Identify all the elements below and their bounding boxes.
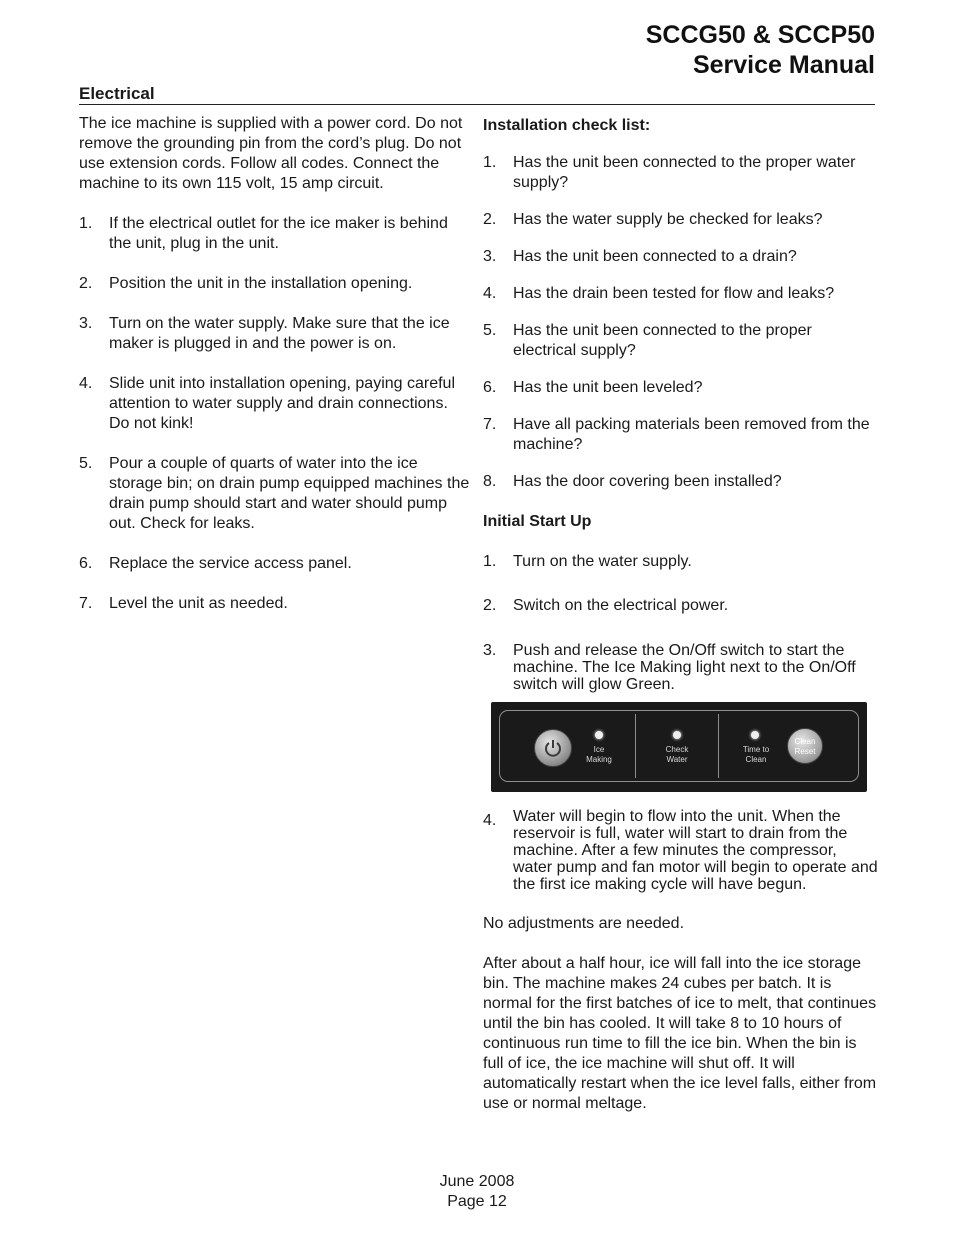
right-column [483, 116, 878, 1114]
startup-title: Initial Start Up [483, 513, 592, 530]
heading-rule [79, 104, 875, 105]
panel-divider [718, 714, 719, 778]
clean-reset-button: Clean Reset [787, 728, 823, 764]
power-icon [543, 738, 563, 758]
ice-making-led [595, 731, 603, 739]
list-item: 8. Has the door covering been installed? [483, 473, 782, 490]
checklist-title: Installation check list: [483, 117, 651, 134]
control-panel-image [491, 702, 867, 792]
left-column [79, 114, 471, 614]
footer-page-number: Page 12 [447, 1193, 507, 1210]
panel-divider [635, 714, 636, 778]
power-button [534, 729, 572, 767]
check-water-label: Check Water [665, 745, 689, 764]
note-text: No adjustments are needed. [483, 915, 685, 932]
list-item: 3. Turn on the water supply. Make sure that the ice maker is plugged in and the power is on. [79, 315, 450, 352]
list-item: 4. Has the drain been tested for flow and leaks? [483, 285, 835, 302]
model-title: SCCG50 & SCCP50 [645, 21, 875, 49]
closing-paragraph: After about a half hour, ice will fall into the ice storage bin. The machine makes 24 cubes per batch. It is normal for the first batches of ice to melt, that continues until the bin has cooled. It will take 8 to 10 hours of continuous run time to fill the ice bin. When the bin is full of ice, the ice machine will shut off. It will automatically restart when the ice level falls, either from use or normal meltage. [483, 955, 877, 1112]
check-water-led [673, 731, 681, 739]
ice-making-label: Ice Making [586, 745, 612, 764]
list-item: 4. Slide unit into installation opening, paying careful attention to water supply and drain connections. Do not kink! [79, 375, 456, 432]
document-header [646, 20, 875, 80]
list-item: 5. Has the unit been connected to the proper electrical supply? [483, 322, 812, 359]
section-heading: Electrical [79, 84, 155, 103]
list-item: 3. Has the unit been connected to a drain? [483, 248, 797, 265]
list-item: 7. Level the unit as needed. [79, 595, 288, 612]
time-to-clean-label: Time to Clean [742, 745, 770, 764]
list-item: 5. Pour a couple of quarts of water into the ice storage bin; on drain pump equipped machines the drain pump should start and water should pump out. Check for leaks. [79, 455, 470, 532]
list-item: 2. Switch on the electrical power. [483, 597, 729, 614]
time-to-clean-led [751, 731, 759, 739]
list-item: 7. Have all packing materials been removed from the machine? [483, 416, 870, 453]
list-item: 1. Has the unit been connected to the proper water supply? [483, 154, 856, 191]
list-item: 4. Water will begin to flow into the unit. When the reservoir is full, water will start to drain from the machine. After a few minutes the compressor, water pump and fan motor will begin to operate and the first ice making cycle will have begun. [483, 808, 878, 893]
manual-title: Service Manual [692, 51, 875, 79]
list-item: 6. Replace the service access panel. [79, 555, 352, 572]
list-item: 6. Has the unit been leveled? [483, 379, 703, 396]
electrical-intro: The ice machine is supplied with a power cord. Do not remove the grounding pin from the cord’s plug. Do not use extension cords. Follow all codes. Connect the machine to its own 115 volt, 15 amp circuit. [79, 115, 463, 192]
page-footer [0, 1172, 954, 1212]
footer-date: June 2008 [439, 1173, 515, 1190]
list-item: 3. Push and release the On/Off switch to start the machine. The Ice Making light next to the On/Off switch will glow Green. [483, 642, 856, 693]
list-item: 1. If the electrical outlet for the ice maker is behind the unit, plug in the unit. [79, 215, 448, 252]
list-item: 2. Has the water supply be checked for leaks? [483, 211, 823, 228]
list-item: 2. Position the unit in the installation opening. [79, 275, 413, 292]
list-item: 1. Turn on the water supply. [483, 553, 692, 570]
